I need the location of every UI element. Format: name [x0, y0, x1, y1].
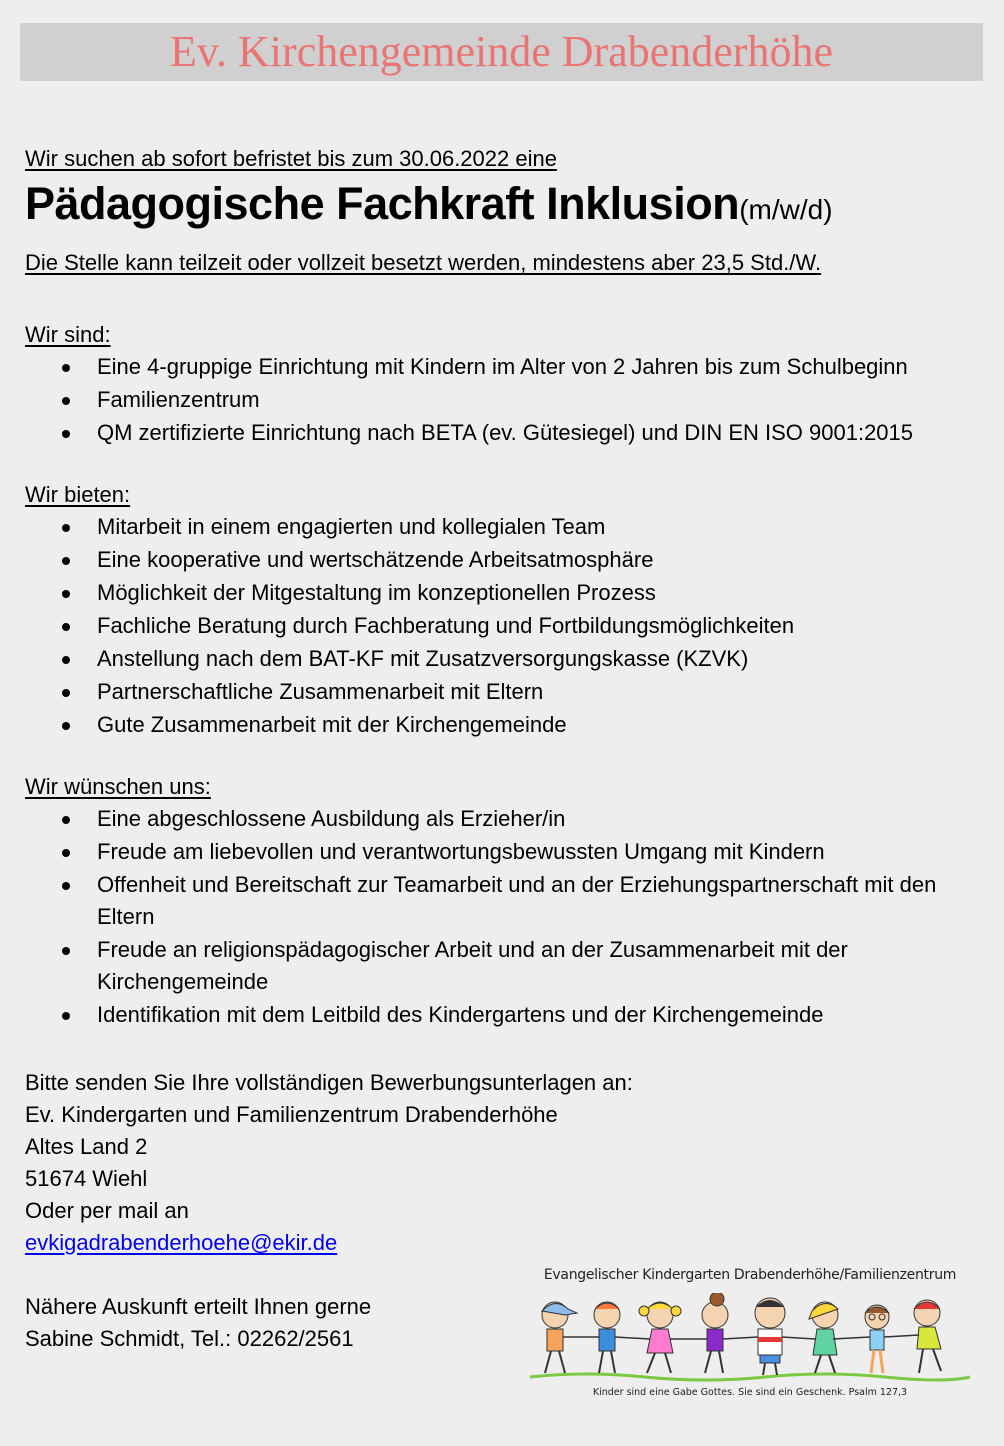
church-title: Ev. Kirchengemeinde Drabenderhöhe: [170, 27, 833, 76]
bullet-icon: [62, 849, 70, 857]
bullet-icon: [62, 557, 70, 565]
child-4: [702, 1293, 728, 1373]
header-banner: [20, 23, 983, 81]
logo-title: Evangelischer Kindergarten Drabenderhöhe/Familienzentrum: [543, 1267, 957, 1283]
bullet-icon: [62, 816, 70, 824]
list-item-text: Anstellung nach dem BAT-KF mit Zusatzversorgungskasse (KZVK): [97, 646, 749, 671]
list-item: [25, 934, 957, 998]
child-5: [755, 1298, 785, 1375]
list-item-text: Mitarbeit in einem engagierten und kollegialen Team: [97, 514, 606, 539]
info-lead: Nähere Auskunft erteilt Ihnen gerne: [25, 1294, 372, 1319]
kindergarten-logo: [515, 1267, 985, 1405]
gender-suffix: (m/w/d): [739, 194, 833, 225]
bullet-icon: [62, 397, 70, 405]
bullet-icon: [62, 689, 70, 697]
list-item: [25, 351, 957, 383]
list-item: [25, 544, 957, 576]
list-item-text: Eine abgeschlossene Ausbildung als Erzieher/in: [97, 806, 566, 831]
logo-caption: Kinder sind eine Gabe Gottes. Sie sind ein Geschenk. Psalm 127,3: [592, 1387, 908, 1398]
list-item-text: Familienzentrum: [97, 387, 260, 412]
section-wir-sind: [25, 319, 985, 449]
holding-hands: [563, 1335, 919, 1339]
list-item: [25, 676, 957, 708]
child-3: [639, 1302, 681, 1373]
bullet-list: [25, 511, 985, 741]
list-item-text: Eine kooperative und wertschätzende Arbeitsatmosphäre: [97, 547, 654, 572]
contact-city: 51674 Wiehl: [25, 1166, 148, 1191]
list-item: [25, 643, 957, 675]
list-item: [25, 384, 957, 416]
contact-person: Sabine Schmidt, Tel.: 02262/2561: [25, 1326, 354, 1351]
list-item: [25, 417, 957, 449]
list-item-text: Identifikation mit dem Leitbild des Kindergartens und der Kirchengemeinde: [97, 1002, 824, 1027]
list-item-text: Gute Zusammenarbeit mit der Kirchengemeinde: [97, 712, 567, 737]
bullet-list: [25, 803, 985, 1031]
list-item-text: Freude am liebevollen und verantwortungsbewussten Umgang mit Kindern: [97, 839, 825, 864]
bullet-icon: [62, 722, 70, 730]
list-item: [25, 999, 957, 1031]
child-8: [914, 1300, 941, 1373]
list-item-text: Partnerschaftliche Zusammenarbeit mit Eltern: [97, 679, 544, 704]
job-title: [25, 175, 985, 239]
contact-street: Altes Land 2: [25, 1134, 148, 1159]
section-heading: Wir sind:: [25, 322, 111, 347]
contact-org: Ev. Kindergarten und Familienzentrum Drabenderhöhe: [25, 1102, 558, 1127]
list-item-text: Eine 4-gruppige Einrichtung mit Kindern im Alter von 2 Jahren bis zum Schulbeginn: [97, 354, 908, 379]
list-item: [25, 709, 957, 741]
list-item: [25, 511, 957, 543]
job-title-text: Pädagogische Fachkraft Inklusion: [25, 178, 740, 229]
section-wir-bieten: [25, 479, 985, 741]
bullet-icon: [62, 656, 70, 664]
bullet-icon: [62, 882, 70, 890]
job-posting: [25, 143, 985, 1355]
bullet-icon: [62, 524, 70, 532]
bullet-icon: [62, 623, 70, 631]
contact-lead: Bitte senden Sie Ihre vollständigen Bewerbungsunterlagen an:: [25, 1070, 633, 1095]
child-7: [865, 1305, 889, 1373]
email-link[interactable]: evkigadrabenderhoehe@ekir.de: [25, 1230, 338, 1255]
list-item-text: Fachliche Beratung durch Fachberatung und Fortbildungsmöglichkeiten: [97, 613, 795, 638]
list-item: [25, 836, 957, 868]
section-heading: Wir bieten:: [25, 482, 131, 507]
contact-mail-lead: Oder per mail an: [25, 1198, 189, 1223]
sections: [25, 319, 985, 1031]
bullet-icon: [62, 364, 70, 372]
children-illustration: [525, 1293, 975, 1385]
list-item: [25, 869, 957, 933]
grass: [530, 1374, 970, 1380]
list-item: [25, 577, 957, 609]
intro-line: Wir suchen ab sofort befristet bis zum 30.06.2022 eine: [25, 146, 557, 171]
list-item-text: Freude an religionspädagogischer Arbeit und an der Zusammenarbeit mit der Kirchengemeinde: [97, 937, 848, 994]
list-item-text: QM zertifizierte Einrichtung nach BETA (ev. Gütesiegel) und DIN EN ISO 9001:2015: [97, 420, 914, 445]
list-item: [25, 803, 957, 835]
bullet-list: [25, 351, 985, 449]
bullet-icon: [62, 947, 70, 955]
bullet-icon: [62, 1012, 70, 1020]
list-item-text: Offenheit und Bereitschaft zur Teamarbeit und an der Erziehungspartnerschaft mit den Eltern: [97, 872, 937, 929]
section-heading: Wir wünschen uns:: [25, 774, 211, 799]
hours-note: Die Stelle kann teilzeit oder vollzeit besetzt werden, mindestens aber 23,5 Std./W.: [25, 250, 822, 275]
list-item-text: Möglichkeit der Mitgestaltung im konzeptionellen Prozess: [97, 580, 656, 605]
child-6: [809, 1302, 838, 1373]
list-item: [25, 610, 957, 642]
bullet-icon: [62, 590, 70, 598]
bullet-icon: [62, 430, 70, 438]
section-wir-wuenschen-uns: [25, 771, 985, 1031]
